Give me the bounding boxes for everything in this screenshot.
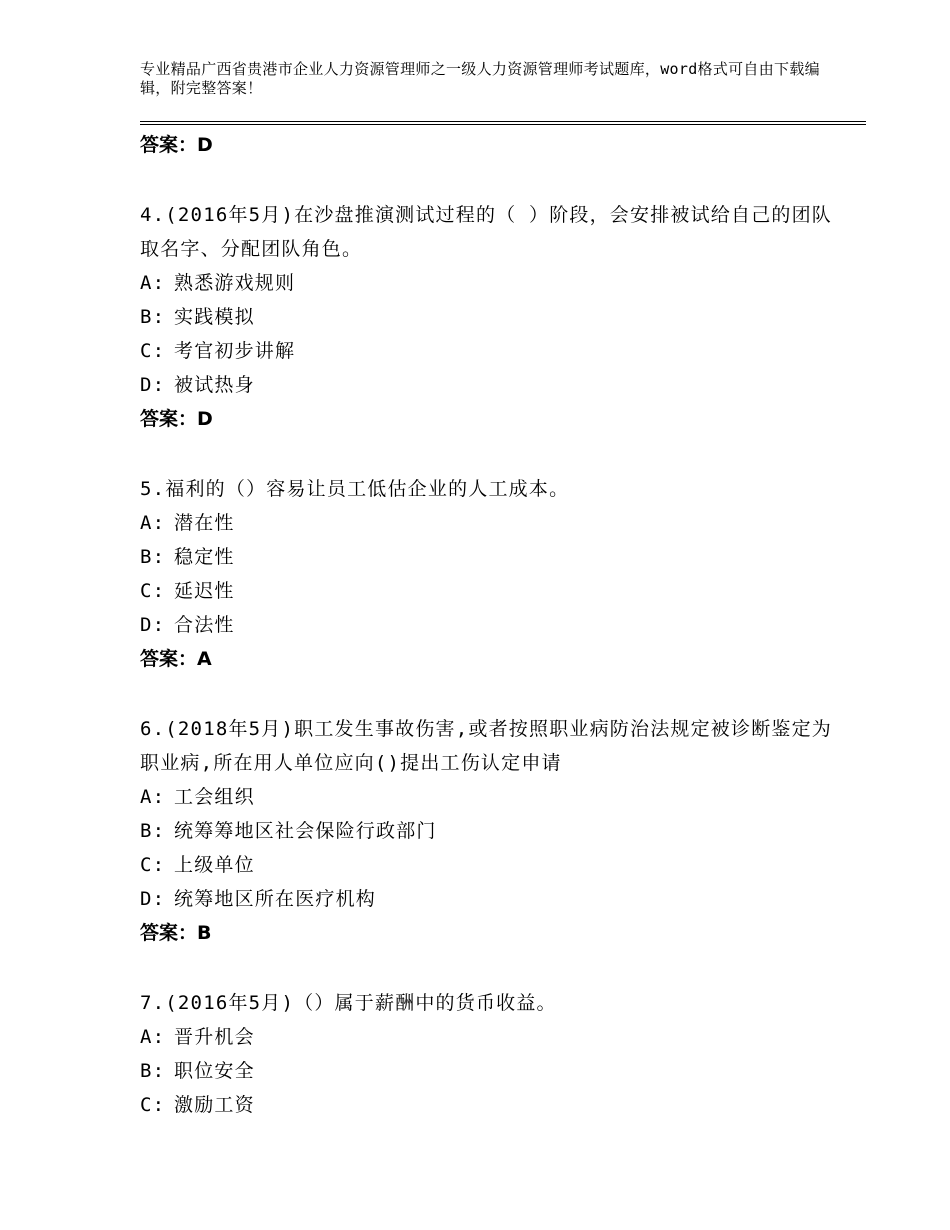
question-item [140, 986, 840, 1122]
option-text: 激励工资 [174, 1094, 255, 1116]
header-divider [140, 121, 866, 125]
option-b [140, 814, 840, 848]
option-key: D: [140, 614, 166, 636]
option-text: 合法性 [174, 614, 235, 636]
document-body [140, 128, 840, 1122]
option-text: 稳定性 [174, 546, 235, 568]
option-key: B: [140, 546, 166, 568]
answer-line: 答案：B [140, 922, 212, 944]
option-key: A: [140, 272, 166, 294]
option-text: 考官初步讲解 [174, 340, 296, 362]
option-text: 潜在性 [174, 512, 235, 534]
option-key: C: [140, 854, 166, 876]
option-d [140, 368, 840, 402]
option-text: 职位安全 [174, 1060, 255, 1082]
option-a [140, 266, 840, 300]
question-item [140, 472, 840, 676]
answer-line: 答案：D [140, 134, 213, 156]
option-key: B: [140, 1060, 166, 1082]
question-text: 7.(2016年5月)（）属于薪酬中的货币收益。 [140, 992, 557, 1014]
option-key: B: [140, 306, 166, 328]
question-item [140, 712, 840, 950]
option-key: C: [140, 580, 166, 602]
option-a [140, 506, 840, 540]
option-key: B: [140, 820, 166, 842]
option-key: A: [140, 786, 166, 808]
option-text: 被试热身 [174, 374, 255, 396]
option-d [140, 608, 840, 642]
option-text: 统筹筹地区社会保险行政部门 [174, 820, 437, 842]
option-b [140, 300, 840, 334]
option-key: A: [140, 1026, 166, 1048]
option-key: A: [140, 512, 166, 534]
question-text: 4.(2016年5月)在沙盘推演测试过程的（ ）阶段，会安排被试给自己的团队取名字、分配团队角色。 [140, 204, 832, 260]
option-c [140, 1088, 840, 1122]
document-header: 专业精品广西省贵港市企业人力资源管理师之一级人力资源管理师考试题库，word格式可自由下载编辑，附完整答案！ [140, 60, 820, 97]
option-text: 工会组织 [174, 786, 255, 808]
option-c [140, 848, 840, 882]
option-text: 晋升机会 [174, 1026, 255, 1048]
option-c [140, 574, 840, 608]
option-d [140, 882, 840, 916]
question-item [140, 198, 840, 436]
option-key: D: [140, 374, 166, 396]
option-b [140, 540, 840, 574]
option-text: 实践模拟 [174, 306, 255, 328]
option-key: C: [140, 1094, 166, 1116]
option-text: 上级单位 [174, 854, 255, 876]
option-key: D: [140, 888, 166, 910]
option-text: 熟悉游戏规则 [174, 272, 296, 294]
answer-line: 答案：A [140, 648, 212, 670]
option-a [140, 780, 840, 814]
question-text: 6.(2018年5月)职工发生事故伤害,或者按照职业病防治法规定被诊断鉴定为职业病,所在用人单位应向()提出工伤认定申请 [140, 718, 832, 774]
question-text: 5.福利的（）容易让员工低估企业的人工成本。 [140, 478, 570, 500]
option-b [140, 1054, 840, 1088]
answer-line: 答案：D [140, 408, 213, 430]
option-text: 延迟性 [174, 580, 235, 602]
option-c [140, 334, 840, 368]
option-key: C: [140, 340, 166, 362]
option-text: 统筹地区所在医疗机构 [174, 888, 377, 910]
option-a [140, 1020, 840, 1054]
